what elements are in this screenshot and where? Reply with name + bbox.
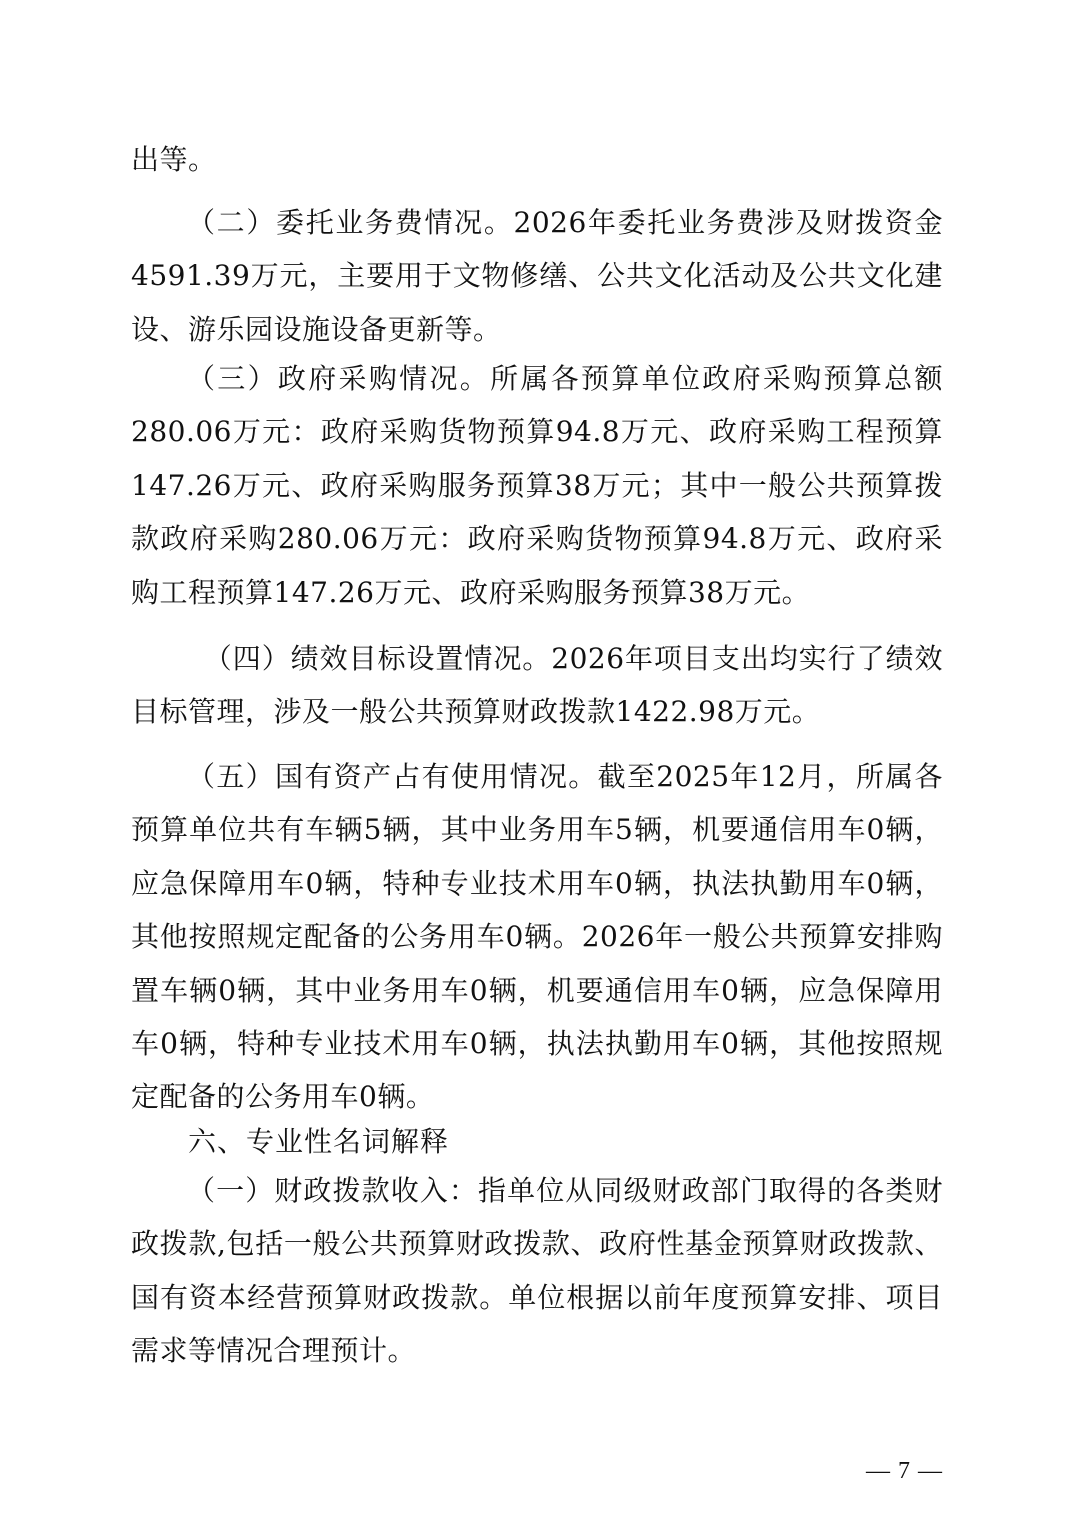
paragraph-state-assets — [131, 750, 943, 1124]
paragraph-lead: （五）国有资产占有使用情况。 — [187, 760, 598, 793]
paragraph-entrusted-business-fees — [131, 196, 943, 356]
paragraph-lead: （一）财政拨款收入： — [187, 1174, 478, 1207]
paragraph-continuation — [131, 133, 943, 186]
paragraph-government-procurement — [131, 352, 943, 619]
paragraph-text: 截至2025年12月，所属各预算单位共有车辆5辆，其中业务用车5辆，机要通信用车0辆，应急保障用车0辆，特种专业技术用车0辆，执法执勤用车0辆，其他按照规定配备的公务用车0辆。2026年一般公共预算安排购置车辆0辆，其中业务用车0辆，机要通信用车0辆，应急保障用车0辆，特种专业技术用车0辆，执法执勤用车0辆，其他按照规定配备的公务用车0辆。 — [131, 760, 943, 1114]
paragraph-text: 所属各预算单位政府采购预算总额280.06万元：政府采购货物预算94.8万元、政府采购工程预算147.26万元、政府采购服务预算38万元；其中一般公共预算拨款政府采购280.06万元：政府采购货物预算94.8万元、政府采购工程预算147.26万元、政府采购服务预算38万元。 — [131, 362, 943, 609]
paragraph-text: 出等。 — [131, 143, 217, 176]
section-heading: 六、专业性名词解释 — [188, 1125, 450, 1158]
page-number: — 7 — — [866, 1458, 943, 1484]
paragraph-lead: （三）政府采购情况。 — [187, 362, 491, 395]
paragraph-performance-targets — [131, 632, 943, 739]
paragraph-text: 指单位从同级财政部门取得的各类财政拨款,包括一般公共预算财政拨款、政府性基金预算财政拨款、国有资本经营预算财政拨款。单位根据以前年度预算安排、项目需求等情况合理预计。 — [131, 1174, 943, 1368]
paragraph-lead: （四）绩效目标设置情况。 — [203, 642, 552, 675]
paragraph-text: 2026年项目支出均实行了绩效目标管理，涉及一般公共预算财政拨款1422.98万元。 — [131, 642, 943, 729]
paragraph-lead: （二）委托业务费情况。 — [187, 206, 514, 239]
paragraph-text: 2026年委托业务费涉及财拨资金4591.39万元，主要用于文物修缮、公共文化活动及公共文化建设、游乐园设施设备更新等。 — [131, 206, 943, 346]
paragraph-fiscal-appropriation-income — [131, 1164, 943, 1378]
